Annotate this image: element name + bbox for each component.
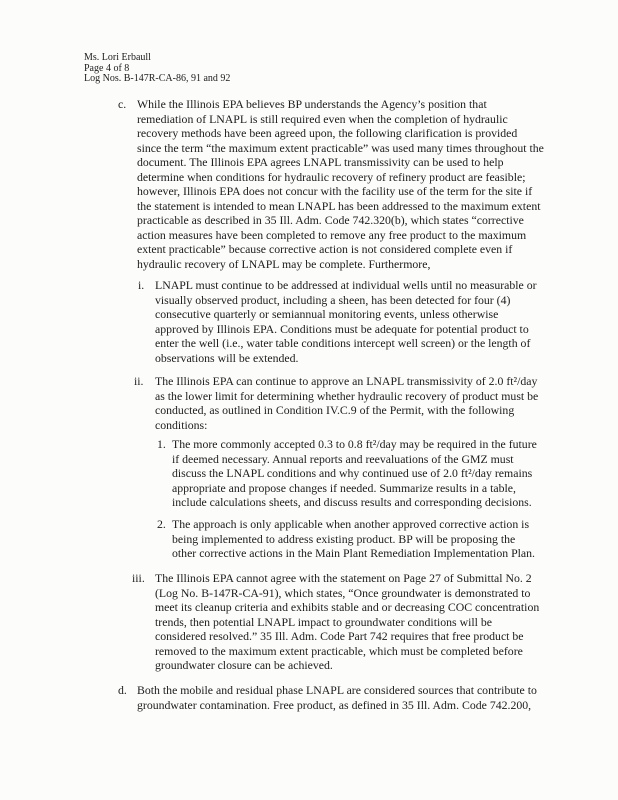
paragraph-line: The Illinois EPA cannot agree with the statement on Page 27 of Submittal No. 2 bbox=[155, 571, 532, 585]
paragraph-line: extent practicable” because corrective action is not considered complete even if bbox=[137, 242, 513, 256]
paragraph-line: conducted, as outlined in Condition IV.C.9 of the Permit, with the following bbox=[155, 403, 515, 417]
item-label: 2. bbox=[157, 517, 166, 531]
paragraph-line: practicable as described in 35 Ill. Adm. Code 742.320(b), which states “corrective bbox=[137, 213, 524, 227]
paragraph-line: appropriate and propose changes if needed. Summarize results in a table, bbox=[172, 480, 516, 495]
item-d bbox=[118, 683, 537, 712]
paragraph-line: document. The Illinois EPA agrees LNAPL transmissivity can be used to help bbox=[137, 155, 504, 169]
paragraph-line: Both the mobile and residual phase LNAPL are considered sources that contribute to bbox=[137, 683, 537, 697]
item-label: i. bbox=[138, 278, 145, 292]
item-c bbox=[118, 97, 544, 271]
paragraph-line: hydraulic recovery of LNAPL may be complete. Furthermore, bbox=[137, 256, 431, 271]
paragraph-line: the statement is intended to mean LNAPL has been addressed to the maximum extent bbox=[137, 198, 541, 213]
paragraph-line: conditions: bbox=[155, 417, 208, 432]
paragraph-line: other corrective actions in the Main Plant Remediation Implementation Plan. bbox=[172, 546, 535, 560]
paragraph-line: action measures have been completed to remove any free product to the maximum bbox=[137, 227, 527, 242]
paragraph-line: determine when conditions for hydraulic recovery of refinery product are feasible; bbox=[137, 169, 526, 184]
paragraph-line: groundwater contamination. Free product, as defined in 35 Ill. Adm. Code 742.200, bbox=[137, 697, 532, 712]
paragraph-line: visually observed product, including a sheen, has been detected for four (4) bbox=[155, 292, 511, 307]
paragraph-line: remediation of LNAPL is still required even when the completion of hydraulic bbox=[137, 111, 508, 126]
paragraph-line: The approach is only applicable when another approved corrective action is bbox=[172, 517, 530, 531]
item-label: 1. bbox=[157, 437, 166, 451]
paragraph-line: removed to the maximum extent practicable, which must be completed before bbox=[155, 643, 523, 658]
paragraph-line: observations will be extended. bbox=[155, 350, 299, 365]
header-page-number: Page 4 of 8 bbox=[84, 62, 130, 74]
paragraph-line: if deemed necessary. Annual reports and reevaluations of the GMZ must bbox=[172, 451, 514, 466]
paragraph-line: however, Illinois EPA does not concur with the facility use of the term for the site if bbox=[137, 184, 533, 198]
subitem-1 bbox=[157, 437, 537, 510]
paragraph-line: The more commonly accepted 0.3 to 0.8 ft²/day may be required in the future bbox=[172, 437, 537, 451]
item-label: iii. bbox=[132, 571, 145, 585]
paragraph-line: consecutive quarterly or semiannual monitoring events, unless otherwise bbox=[155, 307, 499, 321]
paragraph-line: since the term “the maximum extent practicable” was used many times throughout the bbox=[137, 140, 544, 155]
paragraph-line: being implemented to address existing product. BP will be proposing the bbox=[172, 531, 516, 546]
paragraph-line: groundwater closure can be achieved. bbox=[155, 658, 333, 672]
item-ii bbox=[134, 374, 539, 432]
item-label: d. bbox=[118, 683, 127, 697]
paragraph-line: While the Illinois EPA believes BP understands the Agency’s position that bbox=[137, 97, 487, 111]
paragraph-line: meet its cleanup criteria and exhibits stable and or decreasing COC concentration bbox=[155, 600, 540, 614]
item-label: c. bbox=[118, 97, 127, 111]
paragraph-line: considered resolved.” 35 Ill. Adm. Code Part 742 requires that free product be bbox=[155, 629, 524, 643]
paragraph-line: recovery methods have been agreed upon, the following clarification is provided bbox=[137, 126, 518, 140]
paragraph-line: (Log No. B-147R-CA-91), which states, “Once groundwater is demonstrated to bbox=[155, 585, 531, 600]
paragraph-line: discuss the LNAPL conditions and why continued use of 2.0 ft²/day remains bbox=[172, 466, 533, 480]
header-log-numbers: Log Nos. B-147R-CA-86, 91 and 92 bbox=[84, 73, 231, 84]
paragraph-line: LNAPL must continue to be addressed at individual wells until no measurable or bbox=[155, 278, 537, 292]
header-recipient: Ms. Lori Erbaull bbox=[84, 52, 151, 63]
letter-header bbox=[84, 53, 230, 85]
paragraph-line: enter the well (i.e., water table conditions intercept well screen) or the length of bbox=[155, 336, 531, 350]
paragraph-line: approved by Illinois EPA. Conditions must be adequate for potential product to bbox=[155, 321, 529, 336]
item-i bbox=[138, 278, 537, 365]
paragraph-line: include calculations sheets, and discuss results and corresponding decisions. bbox=[172, 495, 532, 509]
subitem-2 bbox=[157, 517, 535, 561]
item-label: ii. bbox=[134, 374, 144, 388]
paragraph-line: as the lower limit for determining whether hydraulic recovery of product must be bbox=[155, 388, 539, 403]
item-iii bbox=[132, 571, 540, 673]
paragraph-line: The Illinois EPA can continue to approve an LNAPL transmissivity of 2.0 ft²/day bbox=[155, 374, 538, 388]
paragraph-line: trends, then potential LNAPL impact to groundwater conditions will be bbox=[155, 614, 493, 629]
